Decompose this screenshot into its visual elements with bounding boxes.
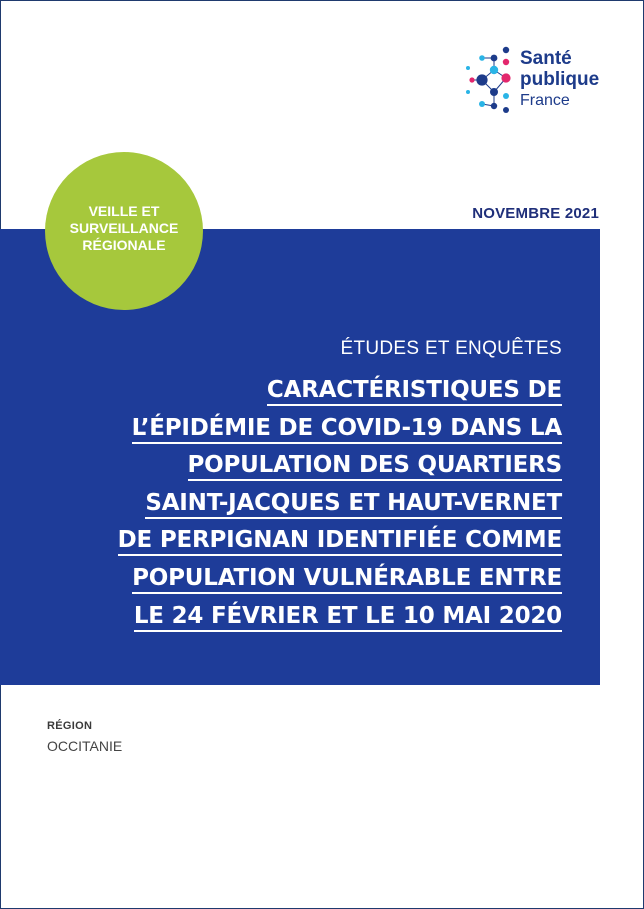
molecule-icon [464, 44, 520, 120]
title-line: DE PERPIGNAN IDENTIFIÉE COMME [42, 522, 562, 560]
sante-publique-france-logo [464, 44, 614, 120]
section-label: ÉTUDES ET ENQUÊTES [340, 338, 562, 359]
title-line: SAINT-JACQUES ET HAUT-VERNET [42, 485, 562, 523]
title-line: POPULATION DES QUARTIERS [42, 447, 562, 485]
title-line: L’ÉPIDÉMIE DE COVID-19 DANS LA [42, 410, 562, 448]
title-line: LE 24 FÉVRIER ET LE 10 MAI 2020 [42, 598, 562, 636]
title-line: CARACTÉRISTIQUES DE [42, 372, 562, 410]
region-label: RÉGION [47, 720, 93, 732]
logo-line-3: France [520, 92, 570, 109]
logo-line-1: Santé [520, 48, 572, 69]
document-title [42, 372, 562, 635]
publication-date: NOVEMBRE 2021 [472, 205, 599, 222]
category-badge [45, 152, 203, 310]
region-value: OCCITANIE [47, 738, 123, 754]
title-line: POPULATION VULNÉRABLE ENTRE [42, 560, 562, 598]
logo-line-2: publique [520, 69, 600, 90]
badge-text: VEILLE ET SURVEILLANCE RÉGIONALE [69, 202, 179, 253]
